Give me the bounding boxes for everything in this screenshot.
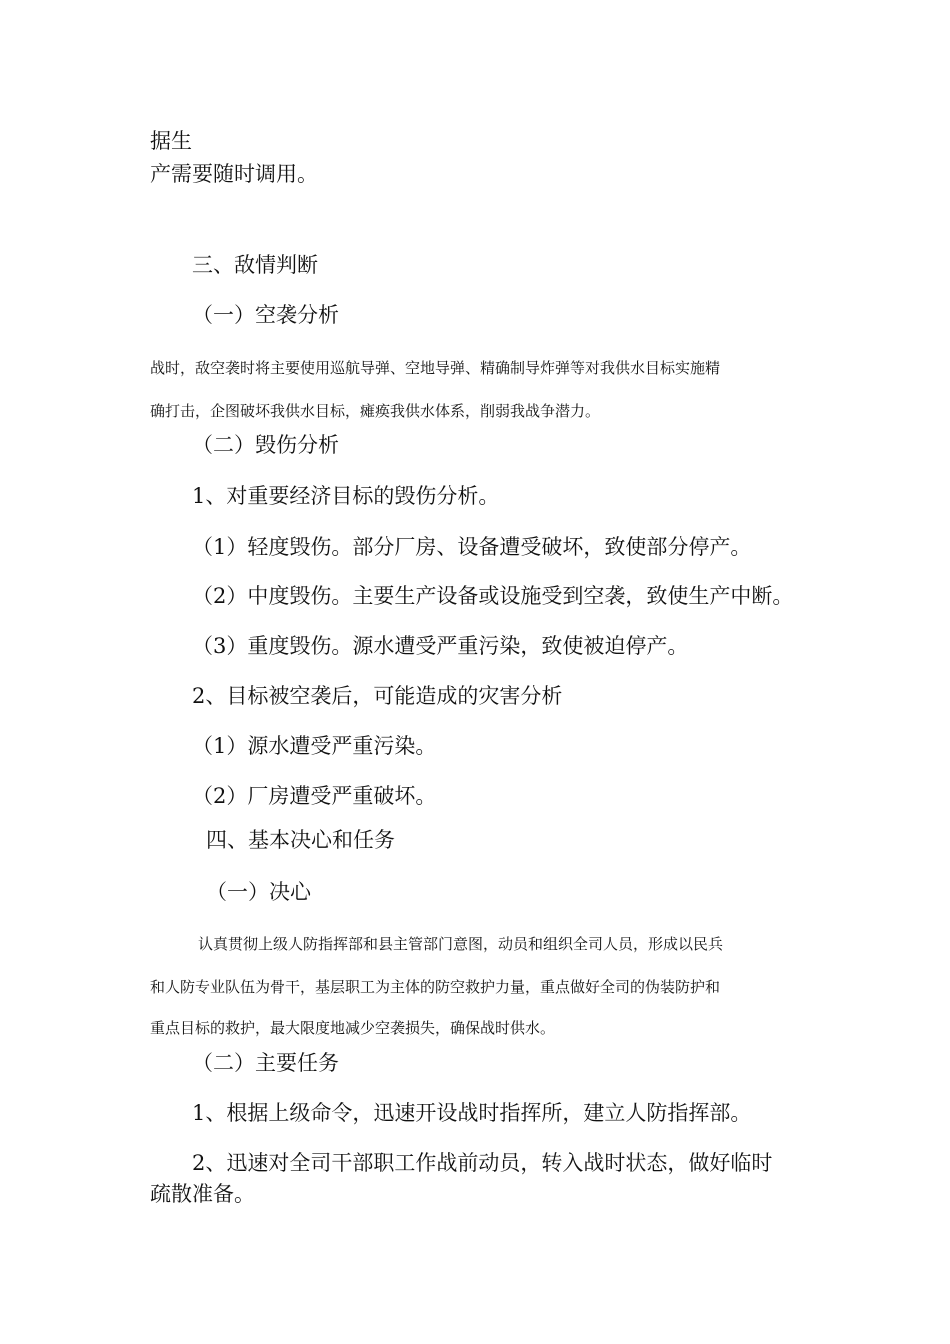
resolve-paragraph-line-3: 重点目标的救护，最大限度地减少空袭损失，确保战时供水。 (150, 1019, 556, 1037)
section-4-heading: 四、基本决心和任务 (206, 828, 395, 852)
section-3-heading: 三、敌情判断 (192, 253, 318, 277)
damage-item-2: 2、目标被空袭后，可能造成的灾害分析 (192, 684, 563, 708)
task-item-2-line-2: 疏散准备。 (150, 1182, 255, 1206)
air-raid-paragraph-line-2: 确打击，企图破坏我供水目标，瘫痪我供水体系，削弱我战争潜力。 (150, 402, 601, 420)
air-raid-paragraph-line-1: 战时，敌空袭时将主要使用巡航导弹、空地导弹、精确制导炸弹等对我供水目标实施精 (150, 359, 721, 377)
damage-item-1-1: （1）轻度毁伤。部分厂房、设备遭受破坏，致使部分停产。 (192, 535, 752, 559)
section-3-2-heading: （二）毁伤分析 (192, 433, 339, 457)
task-item-2-line-1: 2、迅速对全司干部职工作战前动员，转入战时状态，做好临时 (192, 1151, 773, 1175)
section-4-1-heading: （一）决心 (206, 880, 311, 904)
intro-line-2: 产需要随时调用。 (150, 162, 318, 186)
section-3-1-heading: （一）空袭分析 (192, 303, 339, 327)
resolve-paragraph-line-1: 认真贯彻上级人防指挥部和县主管部门意图，动员和组织全司人员，形成以民兵 (198, 935, 724, 953)
damage-item-1-3: （3）重度毁伤。源水遭受严重污染，致使被迫停产。 (192, 634, 689, 658)
task-item-1: 1、根据上级命令，迅速开设战时指挥所，建立人防指挥部。 (192, 1101, 752, 1125)
damage-item-2-2: （2）厂房遭受严重破坏。 (192, 784, 437, 808)
resolve-paragraph-line-2: 和人防专业队伍为骨干，基层职工为主体的防空救护力量，重点做好全司的伪装防护和 (150, 978, 721, 996)
intro-line-1: 据生 (150, 129, 192, 153)
damage-item-1: 1、对重要经济目标的毁伤分析。 (192, 484, 500, 508)
section-4-2-heading: （二）主要任务 (192, 1051, 339, 1075)
damage-item-1-2: （2）中度毁伤。主要生产设备或设施受到空袭，致使生产中断。 (192, 584, 794, 608)
damage-item-2-1: （1）源水遭受严重污染。 (192, 734, 437, 758)
